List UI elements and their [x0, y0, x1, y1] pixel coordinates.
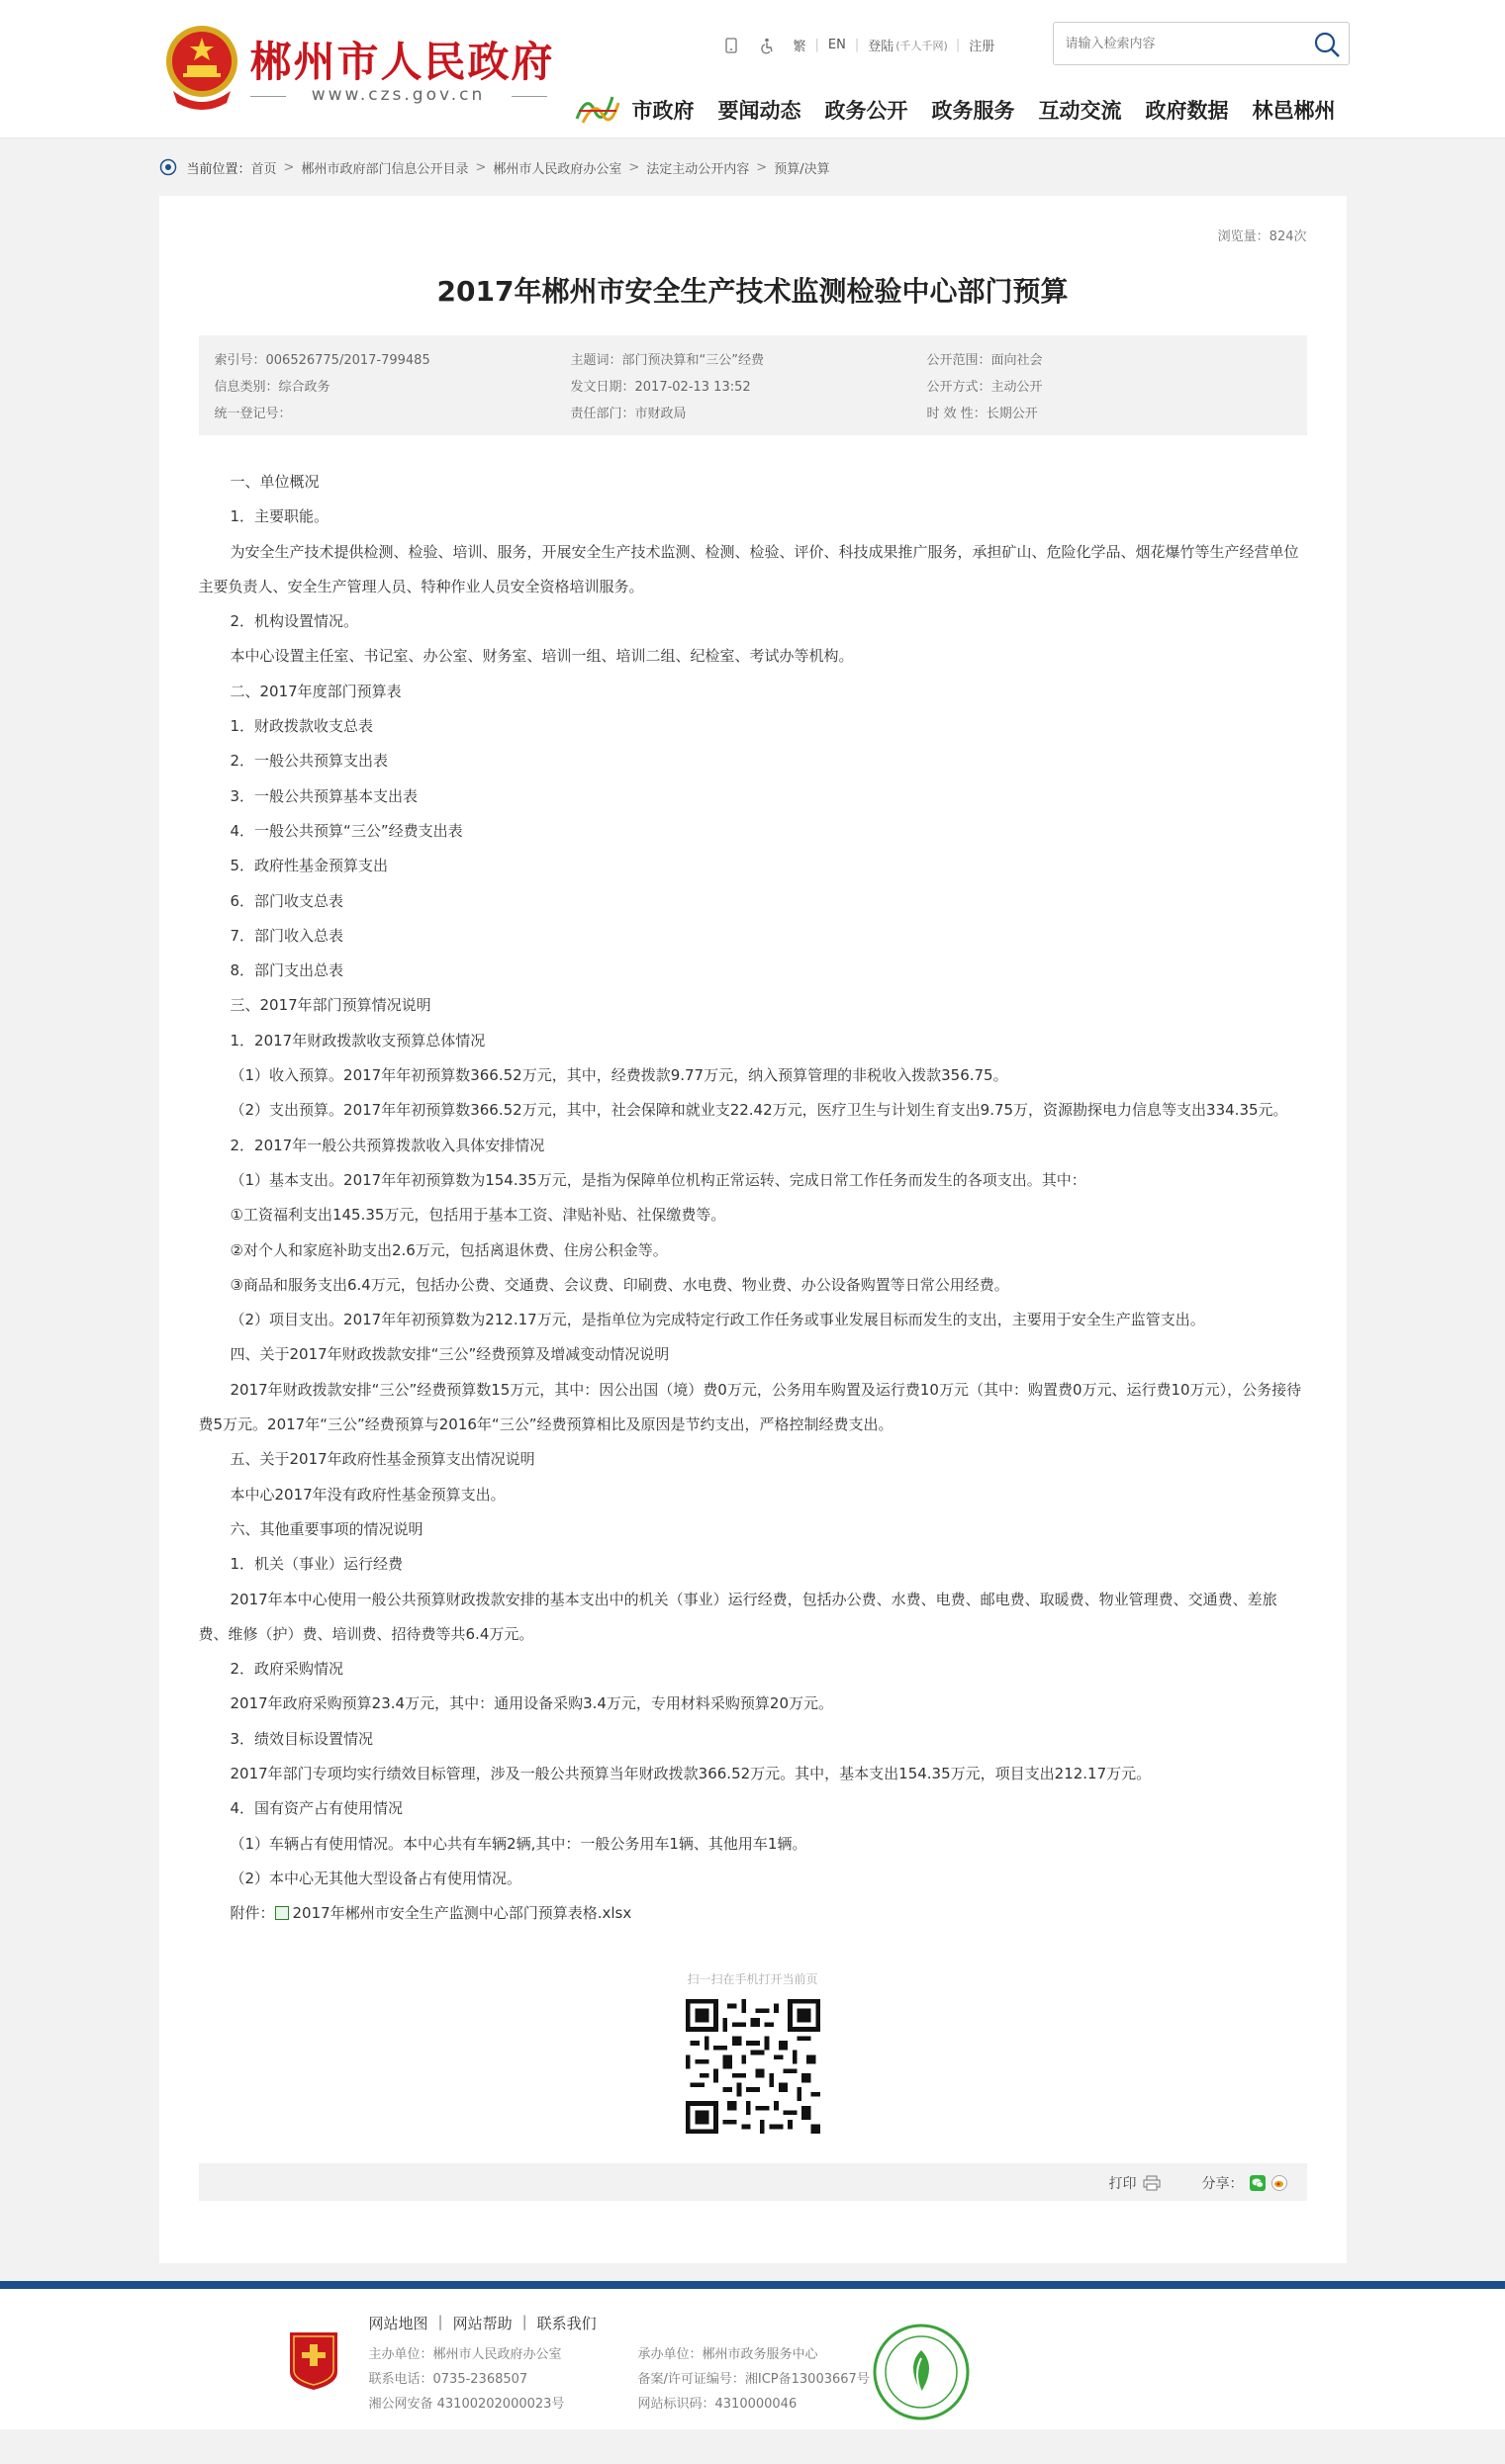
- footer-host: 主办单位：郴州市人民政府办公室: [368, 2347, 562, 2362]
- paragraph: 本中心2017年没有政府性基金预算支出。: [230, 1485, 506, 1504]
- attachment: [199, 1896, 1307, 1931]
- footer-organizer: 承办单位：郴州市政务服务中心: [637, 2347, 818, 2362]
- site-url: www.czs.gov.cn: [250, 85, 547, 105]
- breadcrumb-label: 当前位置：: [186, 161, 251, 177]
- paragraph: 为安全生产技术提供检测、检验、培训、服务，开展安全生产技术监测、检测、检验、评价、科技成果推广服务，承担矿山、危险化学品、烟花爆竹等生产经营单位主要负责人、安全生产管理人员、特种作业人员安全资格培训服务。: [198, 542, 1299, 595]
- meta-index: 索引号：006526775/2017-799485: [214, 353, 430, 368]
- traditional-chinese-link[interactable]: 繁: [793, 40, 806, 54]
- paragraph: 五、关于2017年政府性基金预算支出情况说明: [230, 1450, 535, 1469]
- paragraph: 8．部门支出总表: [230, 961, 344, 980]
- top-links: 繁 | EN | 登陆 (千人千网) | 注册: [713, 36, 1004, 54]
- mobile-icon[interactable]: [722, 37, 740, 54]
- paragraph: 2．一般公共预算支出表: [230, 752, 389, 771]
- nav-item-government-data[interactable]: 政府数据: [1145, 99, 1229, 123]
- site-footer: [0, 2281, 1505, 2429]
- paragraph: ①工资福利支出145.35万元，包括用于基本工资、津贴补贴、社保缴费等。: [230, 1206, 726, 1225]
- paragraph: （2）支出预算。2017年年初预算数366.52万元，其中，社会保障和就业支22.42万元，医疗卫生与计划生育支出9.75万，资源勘探电力信息等支出334.35元。: [230, 1101, 1288, 1120]
- site-title[interactable]: 郴州市人民政府: [249, 38, 555, 86]
- city-logo-icon: [573, 89, 622, 129]
- footer-links: 网站地图 | 网站帮助 | 联系我们: [368, 2313, 597, 2332]
- breadcrumb-office[interactable]: 郴州市人民政府办公室: [493, 161, 622, 177]
- meta-subject: 主题词：部门预决算和“三公”经费: [570, 353, 764, 368]
- wechat-share-icon[interactable]: [1250, 2175, 1266, 2191]
- paragraph: 1．机关（事业）运行经费: [230, 1555, 404, 1574]
- login-note: (千人千网): [895, 39, 948, 52]
- site-header: [0, 0, 1505, 138]
- paragraph: 2．政府采购情况: [230, 1660, 344, 1679]
- share-label: 分享：: [1201, 2176, 1244, 2193]
- qr-section: [199, 1970, 1307, 2138]
- print-button[interactable]: [1109, 2173, 1161, 2193]
- article-meta: [199, 335, 1307, 435]
- search-box: [1053, 22, 1350, 65]
- footer-phone: 联系电话：0735-2368507: [368, 2372, 528, 2387]
- share-section: [1202, 2173, 1287, 2193]
- print-label: 打印: [1108, 2176, 1137, 2193]
- paragraph: 5．政府性基金预算支出: [230, 857, 389, 875]
- article: [159, 196, 1347, 2263]
- breadcrumb-mandatory[interactable]: 法定主动公开内容: [646, 161, 750, 177]
- paragraph: （1）车辆占有使用情况。本中心共有车辆2辆,其中：一般公务用车1辆、其他用车1辆。: [230, 1834, 807, 1853]
- paragraph: 3．一般公共预算基本支出表: [230, 786, 419, 805]
- paragraph: 2．机构设置情况。: [230, 612, 359, 631]
- nav-item-government-services[interactable]: 政务服务: [931, 99, 1015, 123]
- footer-info-right: [638, 2342, 870, 2417]
- view-count: 浏览量：824次: [1217, 229, 1307, 244]
- meta-category: 信息类别：综合政务: [214, 380, 330, 395]
- accessibility-icon[interactable]: [758, 37, 776, 54]
- paragraph: （1）基本支出。2017年年初预算数为154.35万元，是指为保障单位机构正常运转、完成日常工作任务而发生的各项支出。其中：: [230, 1170, 1086, 1189]
- national-emblem-icon[interactable]: [163, 22, 240, 111]
- nav-item-news[interactable]: 要闻动态: [717, 99, 801, 123]
- paragraph: 2017年财政拨款安排“三公”经费预算数15万元，其中：因公出国（境）费0万元，公务用车购置及运行费10万元（其中：购置费0万元、运行费10万元），公务接待费5万元。2017年“三公”经费预算与2016年“三公”经费预算相比及原因是节约支出，严格控制经费支出。: [198, 1380, 1302, 1434]
- paragraph: （2）项目支出。2017年年初预算数为212.17万元，是指单位为完成特定行政工作任务或事业发展目标而发生的支出，主要用于安全生产监管支出。: [230, 1311, 1205, 1329]
- footer-info-left: [369, 2342, 565, 2417]
- footer-icp[interactable]: 备案/许可证编号：湘ICP备13003667号: [637, 2372, 870, 2387]
- footer-police[interactable]: 湘公网安备 43100202000023号: [368, 2397, 565, 2412]
- paragraph: 本中心设置主任室、书记室、办公室、财务室、培训一组、培训二组、纪检室、考试办等机构。: [230, 647, 854, 666]
- meta-validity: 时 效 性：长期公开: [926, 407, 1038, 421]
- paragraph: 三、2017年部门预算情况说明: [230, 996, 431, 1015]
- login-link[interactable]: 登陆: [868, 40, 894, 54]
- paragraph: 4．一般公共预算“三公”经费支出表: [230, 821, 463, 840]
- meta-dept: 责任部门：市财政局: [570, 407, 687, 421]
- paragraph: （1）收入预算。2017年年初预算数366.52万元，其中，经费拨款9.77万元，纳入预算管理的非税收入拨款356.75。: [230, 1066, 1008, 1085]
- meta-method: 公开方式：主动公开: [926, 380, 1043, 395]
- page-title: 2017年郴州市安全生产技术监测检验中心部门预算: [436, 275, 1069, 308]
- civilized-city-seal-icon[interactable]: [872, 2323, 971, 2421]
- breadcrumb-home[interactable]: 首页: [250, 161, 277, 177]
- qr-code-icon: [686, 1999, 820, 2134]
- meta-scope: 公开范围：面向社会: [926, 353, 1043, 368]
- meta-date: 发文日期：2017-02-13 13:52: [570, 380, 751, 395]
- main-nav: [632, 95, 1336, 125]
- excel-file-icon: [275, 1906, 289, 1920]
- article-body: [199, 465, 1307, 1931]
- footer-link-help[interactable]: 网站帮助: [452, 2315, 513, 2332]
- party-government-badge-icon[interactable]: [286, 2328, 341, 2392]
- nav-item-interaction[interactable]: 互动交流: [1038, 99, 1122, 123]
- nav-item-city-government[interactable]: 市政府: [631, 99, 695, 123]
- search-icon[interactable]: [1313, 31, 1341, 58]
- paragraph: 2017年本中心使用一般公共预算财政拨款安排的基本支出中的机关（事业）运行经费，包括办公费、水费、电费、邮电费、取暖费、物业管理费、交通费、差旅费、维修（护）费、培训费、招待费等共6.4万元。: [198, 1590, 1277, 1643]
- paragraph: 7．部门收入总表: [230, 926, 344, 945]
- location-pin-icon: [159, 158, 177, 176]
- breadcrumb-budget[interactable]: 预算/决算: [774, 161, 830, 177]
- meta-reg-no: 统一登记号：: [214, 407, 292, 421]
- paragraph: ②对个人和家庭补助支出2.6万元，包括离退休费、住房公积金等。: [230, 1240, 668, 1259]
- paragraph: 2．2017年一般公共预算拨款收入具体安排情况: [230, 1136, 545, 1154]
- paragraph: 1．2017年财政拨款收支预算总体情况: [230, 1031, 486, 1049]
- attachment-link[interactable]: 2017年郴州市安全生产监测中心部门预算表格.xlsx: [292, 1904, 632, 1923]
- paragraph: 2017年政府采购预算23.4万元，其中：通用设备采购3.4万元，专用材料采购预算20万元。: [230, 1694, 834, 1713]
- search-input[interactable]: [1054, 23, 1291, 64]
- paragraph: （2）本中心无其他大型设备占有使用情况。: [230, 1869, 522, 1887]
- paragraph: 六、其他重要事项的情况说明: [230, 1519, 423, 1538]
- paragraph: ③商品和服务支出6.4万元，包括办公费、交通费、会议费、印刷费、水电费、物业费、办公设备购置等日常公用经费。: [230, 1275, 1009, 1294]
- breadcrumb: 当前位置： 首页 > 郴州市政府部门信息公开目录 > 郴州市人民政府办公室 > 法定主动公开内容 > 预算/决算: [159, 138, 1347, 196]
- paragraph: 二、2017年度部门预算表: [230, 682, 402, 700]
- paragraph: 四、关于2017年财政拨款安排“三公”经费预算及增减变动情况说明: [230, 1345, 670, 1364]
- printer-icon: [1143, 2175, 1161, 2191]
- paragraph: 4．国有资产占有使用情况: [230, 1799, 404, 1818]
- attachment-label: 附件：: [230, 1904, 275, 1923]
- footer-link-sitemap[interactable]: 网站地图: [368, 2315, 428, 2332]
- paragraph: 2017年部门专项均实行绩效目标管理，涉及一般公共预算当年财政拨款366.52万元。其中，基本支出154.35万元，项目支出212.17万元。: [230, 1764, 1152, 1782]
- footer-site-code: 网站标识码：4310000046: [637, 2397, 798, 2412]
- nav-item-public-affairs[interactable]: 政务公开: [824, 99, 908, 123]
- breadcrumb-catalog[interactable]: 郴州市政府部门信息公开目录: [301, 161, 469, 177]
- paragraph: 3．绩效目标设置情况: [230, 1729, 374, 1748]
- paragraph: 一、单位概况: [230, 473, 320, 491]
- paragraph: 6．部门收支总表: [230, 891, 344, 910]
- qr-label: 扫一扫在手机打开当前页: [687, 1972, 818, 1987]
- weibo-share-icon[interactable]: [1271, 2175, 1287, 2191]
- paragraph: 1．财政拨款收支总表: [230, 717, 374, 736]
- register-link[interactable]: 注册: [969, 40, 995, 54]
- nav-item-linyi-chenzhou[interactable]: 林邑郴州: [1252, 99, 1336, 123]
- footer-link-contact[interactable]: 联系我们: [536, 2315, 597, 2332]
- english-link[interactable]: EN: [827, 38, 846, 52]
- article-actions: [199, 2163, 1307, 2201]
- paragraph: 1．主要职能。: [230, 507, 329, 526]
